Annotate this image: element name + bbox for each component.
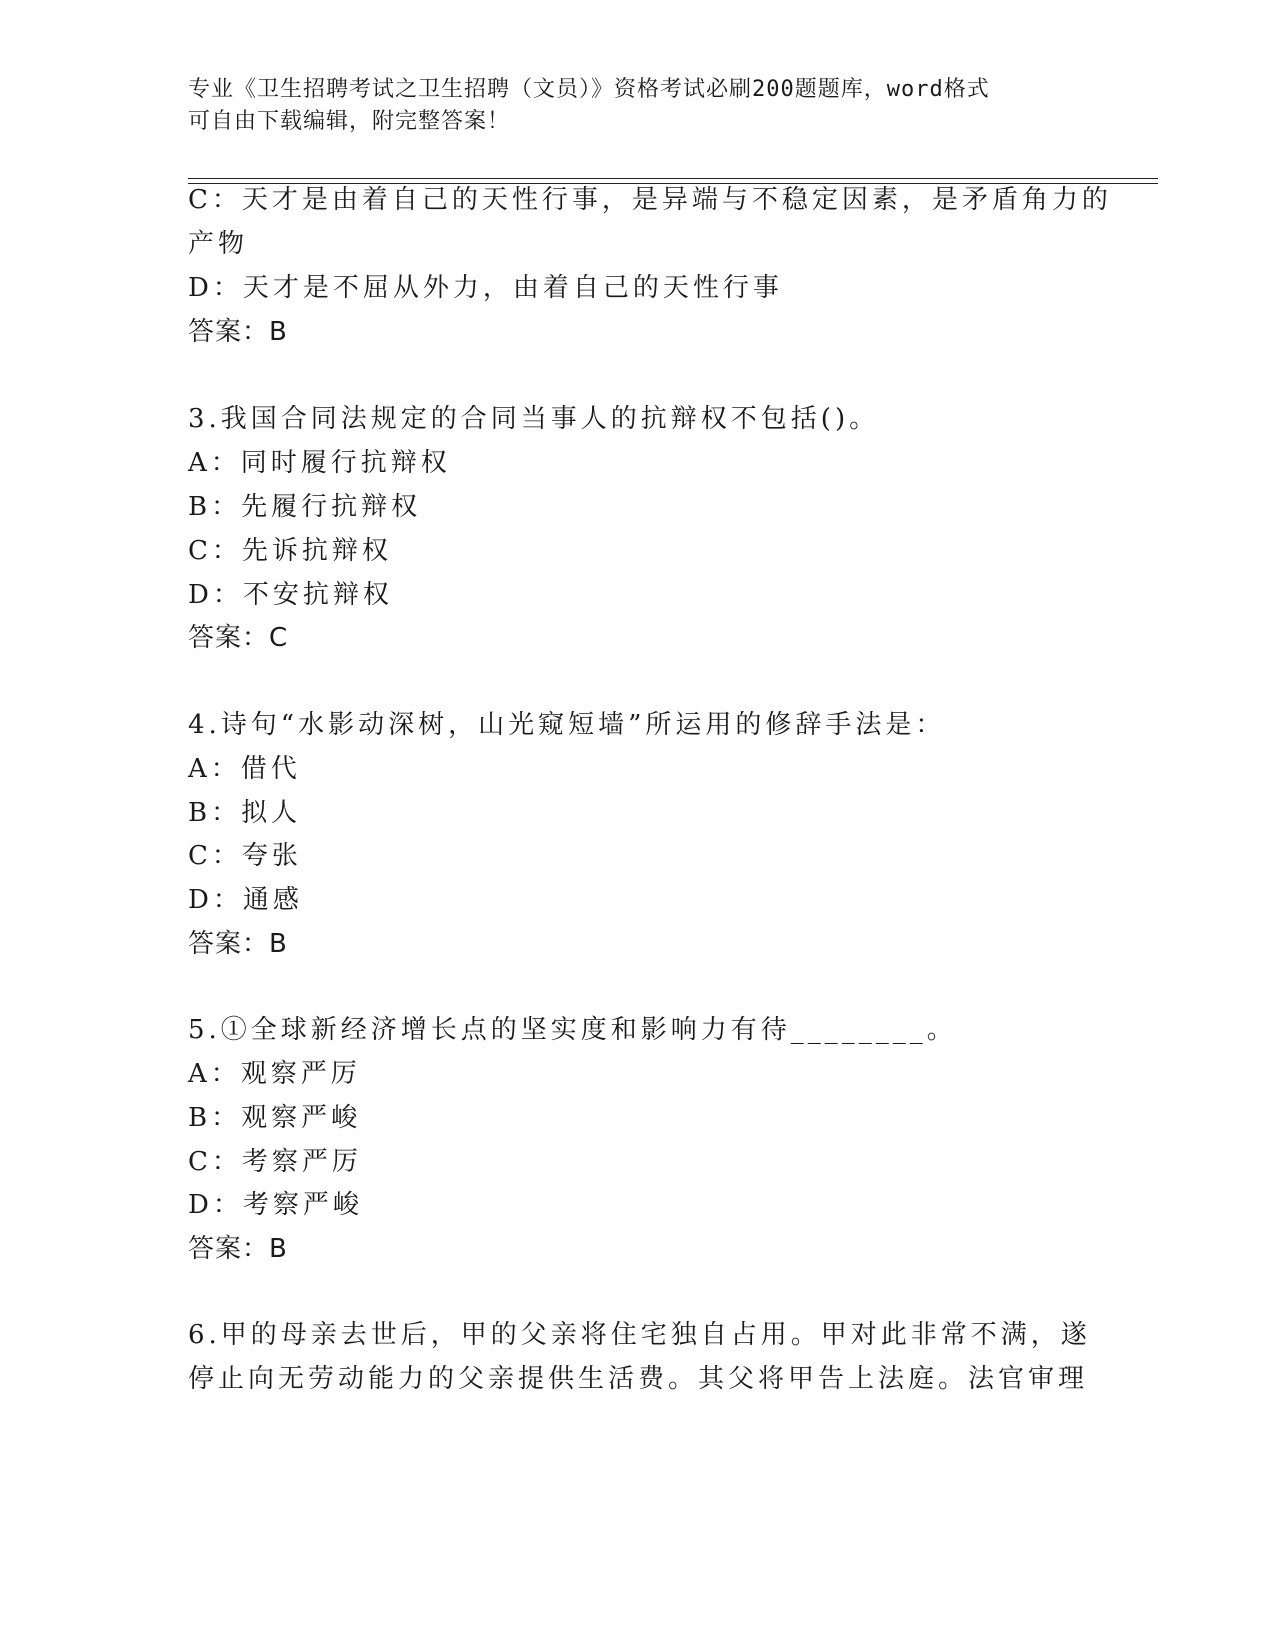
- question-3-option-d: D：不安抗辩权: [188, 580, 393, 610]
- document-header: [188, 74, 1068, 138]
- question-4-option-b: B：拟人: [188, 798, 302, 828]
- answer-q3: 答案：C: [188, 623, 289, 653]
- question-4-option-d: D：通感: [188, 885, 303, 915]
- question-4-stem: 4.诗句“水影动深树，山光窥短墙”所运用的修辞手法是：: [188, 710, 946, 740]
- question-5-option-c: C：考察严厉: [188, 1147, 362, 1177]
- question-3-option-b: B：先履行抗辩权: [188, 492, 422, 522]
- answer-q4: 答案：B: [188, 929, 288, 959]
- answer-q2: 答案：B: [188, 317, 288, 347]
- answer-q5: 答案：B: [188, 1234, 288, 1264]
- question-5-stem: 5.①全球新经济增长点的坚实度和影响力有待________。: [188, 1015, 957, 1045]
- question-4-option-a: A：借代: [188, 754, 301, 784]
- option-c-line-2: 产物: [188, 229, 249, 259]
- header-divider-top: [188, 178, 1158, 179]
- question-3-option-a: A：同时履行抗辩权: [188, 448, 451, 478]
- question-3-option-c: C：先诉抗辩权: [188, 536, 392, 566]
- question-6-stem-line-2: 停止向无劳动能力的父亲提供生活费。其父将甲告上法庭。法官审理: [188, 1364, 1089, 1394]
- question-6-stem-line-1: 6.甲的母亲去世后，甲的父亲将住宅独自占用。甲对此非常不满，遂: [188, 1320, 1091, 1350]
- header-title-line-1: 专业《卫生招聘考试之卫生招聘（文员）》资格考试必刷200题题库，word格式: [188, 77, 990, 102]
- question-3-stem: 3.我国合同法规定的合同当事人的抗辩权不包括()。: [188, 404, 880, 434]
- question-4-option-c: C：夸张: [188, 841, 302, 871]
- question-5-option-d: D：考察严峻: [188, 1190, 363, 1220]
- option-d: D：天才是不屈从外力，由着自己的天性行事: [188, 273, 783, 303]
- question-5-option-a: A：观察严厉: [188, 1059, 361, 1089]
- option-c-line-1: C：天才是由着自己的天性行事，是异端与不稳定因素，是矛盾角力的: [188, 185, 1112, 215]
- header-title-line-2: 可自由下载编辑，附完整答案！: [188, 109, 511, 134]
- question-5-option-b: B：观察严峻: [188, 1103, 362, 1133]
